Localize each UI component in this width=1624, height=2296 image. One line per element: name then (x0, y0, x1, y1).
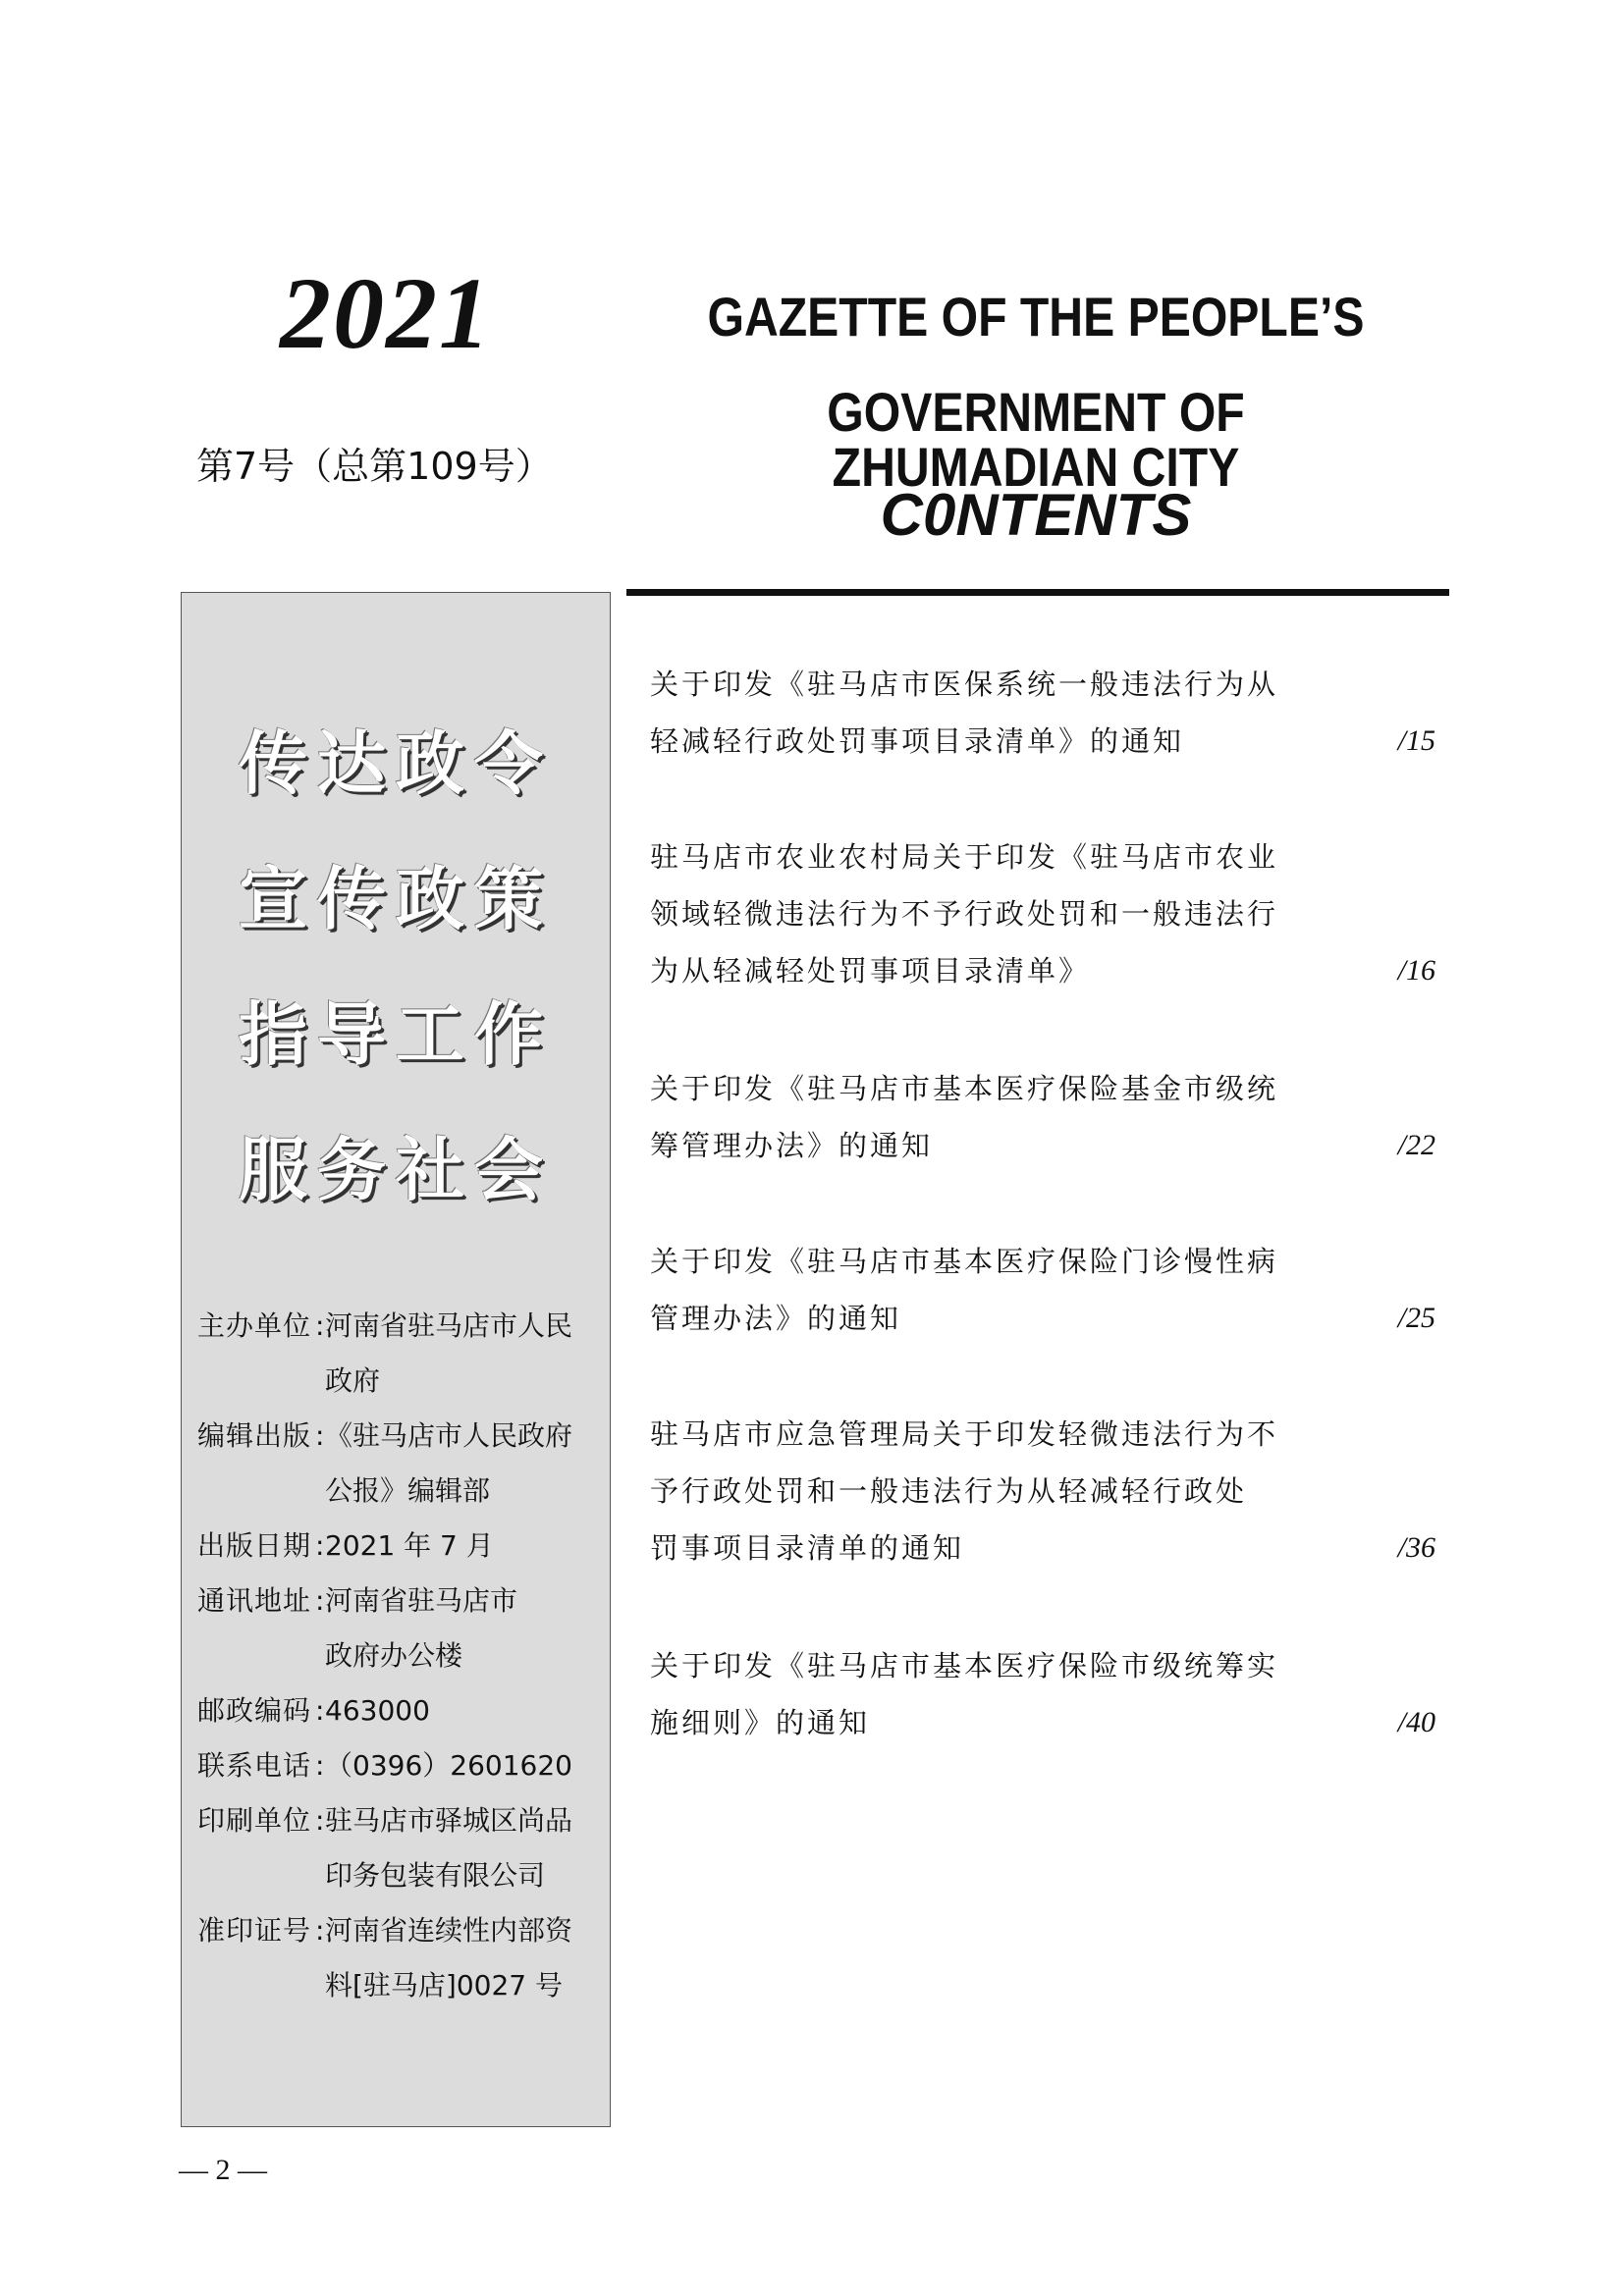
gazette-title-line2: GOVERNMENT OF ZHUMADIAN CITY (827, 381, 1245, 498)
info-label: 印刷单位 (197, 1804, 312, 1837)
info-label: 联系电话 (197, 1749, 312, 1782)
info-row: 出版日期 : 2021 年 7 月 (197, 1519, 600, 1574)
toc-entry[interactable] (650, 1233, 1435, 1347)
slogan: 传达政令 (239, 723, 553, 804)
toc-entry-title: 驻马店市应急管理局关于印发轻微违法行为不 予行政处罚和一般违法行为从轻减轻行政处 罚事项目录清单的通知 (650, 1417, 1279, 1565)
toc-entry[interactable] (650, 656, 1435, 770)
toc-entry-page: /40 (1397, 1706, 1435, 1738)
slogan-list (182, 696, 610, 1238)
info-row: 准印证号 : 河南省连续性内部资 料[驻马店]0027 号 (197, 1903, 600, 2013)
toc-entry[interactable] (650, 1406, 1435, 1576)
toc-entry[interactable] (650, 1060, 1435, 1174)
slogan: 服务社会 (239, 1130, 553, 1210)
year: 2021 (280, 257, 492, 370)
info-value: 463000 (325, 1694, 430, 1727)
info-row: 通讯地址 : 河南省驻马店市 政府办公楼 (197, 1574, 600, 1683)
info-value: 河南省驻马店市 政府办公楼 (325, 1584, 518, 1672)
toc-entry-title: 关于印发《驻马店市基本医疗保险基金市级统 筹管理办法》的通知 (650, 1072, 1279, 1162)
info-row: 主办单位 : 河南省驻马店市人民 政府 (197, 1299, 600, 1409)
toc-entry[interactable] (650, 828, 1435, 999)
slogan: 宣传政策 (239, 859, 553, 939)
info-row: 印刷单位 : 驻马店市驿城区尚品 印务包装有限公司 (197, 1793, 600, 1903)
toc-entry-page: /22 (1397, 1129, 1435, 1161)
info-label: 准印证号 (197, 1914, 312, 1947)
toc-entry[interactable] (650, 1637, 1435, 1751)
slogan: 指导工作 (239, 994, 553, 1075)
gazette-title-line1: GAZETTE OF THE PEOPLE’S (707, 286, 1365, 347)
info-label: 编辑出版 (197, 1419, 312, 1452)
toc-entry-title: 关于印发《驻马店市基本医疗保险门诊慢性病 管理办法》的通知 (650, 1245, 1279, 1335)
info-label: 出版日期 (197, 1529, 312, 1562)
toc-entry-page: /15 (1397, 724, 1435, 757)
toc-entry-title: 关于印发《驻马店市基本医疗保险市级统筹实 施细则》的通知 (650, 1649, 1279, 1739)
info-value: 驻马店市驿城区尚品 印务包装有限公司 (325, 1804, 573, 1892)
info-value: （0396）2601620 (325, 1749, 572, 1782)
info-value: 《驻马店市人民政府 公报》编辑部 (325, 1419, 573, 1507)
info-row: 编辑出版 : 《驻马店市人民政府 公报》编辑部 (197, 1409, 600, 1519)
info-value: 河南省连续性内部资 料[驻马店]0027 号 (325, 1914, 573, 2002)
toc-entry-page: /25 (1397, 1302, 1435, 1334)
contents-heading: C0NTENTS (880, 482, 1192, 548)
toc-entry-title: 驻马店市农业农村局关于印发《驻马店市农业 领域轻微违法行为不予行政处罚和一般违法行 为从轻减轻处罚事项目录清单》 (650, 840, 1279, 988)
info-label: 邮政编码 (197, 1694, 312, 1727)
toc-entry-title: 关于印发《驻马店市医保系统一般违法行为从 轻减轻行政处罚事项目录清单》的通知 (650, 667, 1279, 758)
publication-info (197, 1299, 600, 2013)
sidebar (181, 592, 611, 2127)
header-rule (626, 589, 1449, 596)
info-label: 通讯地址 (197, 1584, 312, 1617)
info-label: 主办单位 (197, 1309, 312, 1342)
issue-number: 第7号（总第109号） (196, 445, 553, 488)
toc-entry-page: /16 (1397, 954, 1435, 987)
info-row: 邮政编码 : 463000 (197, 1683, 600, 1738)
toc-entry-page: /36 (1397, 1531, 1435, 1564)
info-row: 联系电话 : （0396）2601620 (197, 1738, 600, 1793)
page-number: — 2 — (179, 2154, 267, 2186)
info-value: 2021 年 7 月 (325, 1529, 494, 1562)
info-value: 河南省驻马店市人民 政府 (325, 1309, 573, 1397)
